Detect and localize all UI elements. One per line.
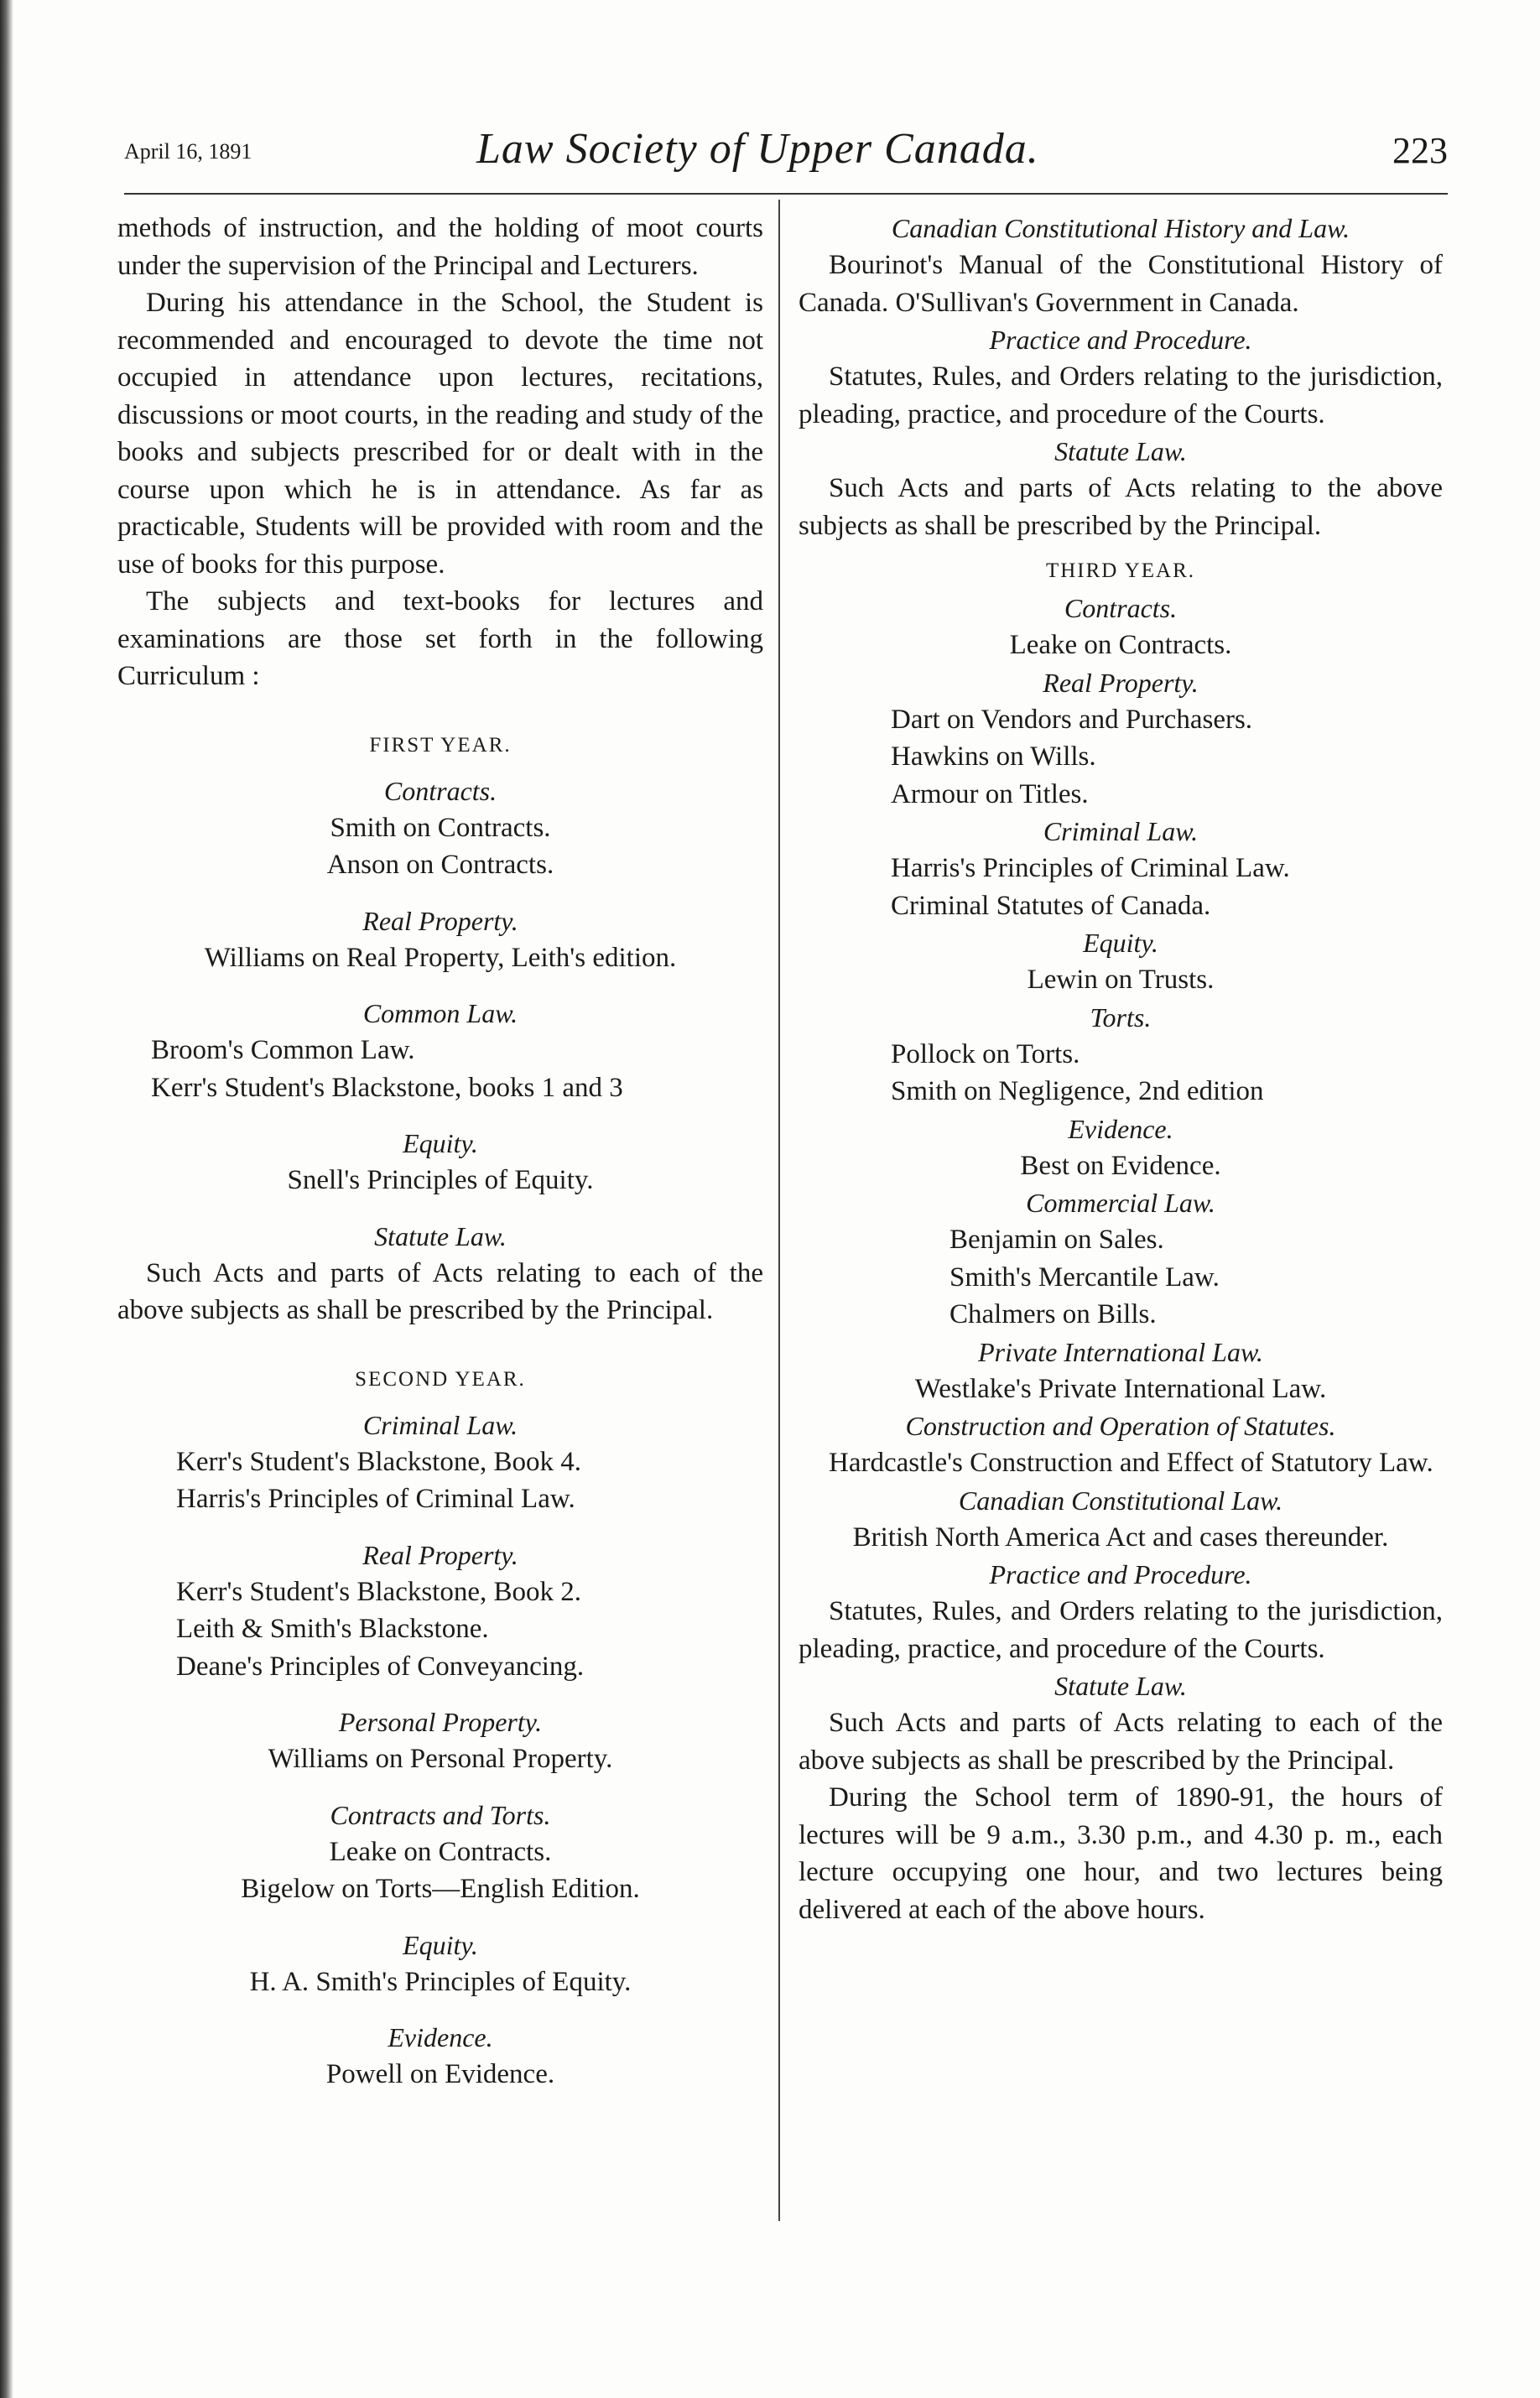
book-entry: Kerr's Student's Blackstone, books 1 and 3 xyxy=(151,1072,623,1103)
book-entry: Snell's Principles of Equity. xyxy=(287,1165,594,1195)
book-entry: Leith & Smith's Blackstone. xyxy=(176,1614,489,1644)
book-entry: Smith on Contracts. xyxy=(330,812,551,843)
column-divider xyxy=(778,200,780,2221)
subject-heading: Real Property. xyxy=(362,905,518,936)
header-rule xyxy=(124,193,1448,195)
subject-heading: Equity. xyxy=(403,1929,478,1960)
book-entry: Westlake's Private International Law. xyxy=(914,1373,1327,1404)
book-entry: Kerr's Student's Blackstone, Book 4. xyxy=(176,1446,582,1477)
third-year-heading: THIRD YEAR. xyxy=(1045,559,1195,582)
subject-heading: Common Law. xyxy=(362,998,518,1028)
subject-heading: Canadian Constitutional Law. xyxy=(958,1485,1283,1516)
subject-heading: Equity. xyxy=(403,1128,478,1158)
subject-heading: Construction and Operation of Statutes. xyxy=(905,1411,1336,1441)
book-entry: Dart on Vendors and Purchasers. xyxy=(891,704,1253,735)
book-entry: Harris's Principles of Criminal Law. xyxy=(891,853,1290,883)
book-entry: Williams on Real Property, Leith's edition. xyxy=(204,942,677,973)
subject-heading: Evidence. xyxy=(388,2022,493,2052)
paragraph: Such Acts and parts of Acts relating to each of the above subjects as shall be prescribed by the Principal. xyxy=(117,1257,763,1325)
subject-heading: Contracts. xyxy=(1064,593,1178,623)
subject-heading: Practice and Procedure. xyxy=(989,325,1252,355)
subject-heading: Real Property. xyxy=(362,1539,518,1570)
book-entry: Smith on Negligence, 2nd edition xyxy=(891,1076,1264,1106)
book-entry: Smith's Mercantile Law. xyxy=(949,1261,1220,1293)
book-entry: Criminal Statutes of Canada. xyxy=(891,890,1211,921)
book-entry: Hawkins on Wills. xyxy=(891,741,1096,772)
book-entry: Leake on Contracts. xyxy=(1009,630,1232,660)
first-year-heading: FIRST YEAR. xyxy=(369,733,512,757)
paragraph: During the School term of 1890-91, the hours of lectures will be 9 a.m., 3.30 p.m., and 4.30 p. m., each lecture occupying one hour, and two lectures being delivered at each of the above hours. xyxy=(799,1782,1443,1925)
page-number: 223 xyxy=(1392,130,1448,171)
subject-heading: Statute Law. xyxy=(1054,1671,1187,1701)
book-entry: Bigelow on Torts—English Edition. xyxy=(241,1874,640,1904)
header-title: Law Society of Upper Canada. xyxy=(476,125,1039,173)
subject-heading: Commercial Law. xyxy=(1026,1188,1215,1218)
book-entry: Broom's Common Law. xyxy=(151,1035,415,1065)
book-entry: Benjamin on Sales. xyxy=(949,1225,1164,1255)
book-entry: Deane's Principles of Conveyancing. xyxy=(176,1651,585,1682)
paragraph: Such Acts and parts of Acts relating to the above subjects as shall be prescribed by the Principal. xyxy=(799,473,1443,541)
book-spine-shadow xyxy=(0,0,13,2398)
book-entry: Anson on Contracts. xyxy=(326,850,554,880)
subject-heading: Contracts and Torts. xyxy=(330,1799,551,1830)
book-entry: Harris's Principles of Criminal Law. xyxy=(176,1484,575,1514)
paragraph: During his attendance in the School, the Student is recommended and encouraged to devote the time not occupied in attendance upon lectures, recitations, discussions or moot courts, in the reading and study of the books and subjects prescribed for or dealt with in the course upon which he is in attendance. As far as practicable, Students will be provided with room and the use of books for this purpose. xyxy=(117,288,763,580)
subject-heading: Personal Property. xyxy=(338,1707,543,1737)
subject-heading: Criminal Law. xyxy=(1043,816,1199,846)
subject-heading: Equity. xyxy=(1083,928,1158,958)
paragraph: Bourinot's Manual of the Constitutional History of Canada. O'Sullivan's Government in Canada. xyxy=(799,250,1443,318)
second-year-heading: SECOND YEAR. xyxy=(355,1367,526,1391)
book-entry: Armour on Titles. xyxy=(891,778,1089,809)
paragraph: Statutes, Rules, and Orders relating to the jurisdiction, pleading, practice, and procedure of the Courts. xyxy=(799,362,1443,429)
paragraph: Hardcastle's Construction and Effect of Statutory Law. xyxy=(829,1448,1433,1478)
right-column xyxy=(799,210,1443,1928)
book-entry: Lewin on Trusts. xyxy=(1027,965,1215,995)
book-entry: Powell on Evidence. xyxy=(325,2059,555,2089)
book-entry: Chalmers on Bills. xyxy=(949,1299,1157,1329)
subject-heading: Private International Law. xyxy=(978,1336,1263,1367)
book-entry: Williams on Personal Property. xyxy=(268,1744,613,1774)
book-entry: Leake on Contracts. xyxy=(329,1836,552,1867)
subject-heading: Practice and Procedure. xyxy=(989,1559,1252,1589)
book-entry: Pollock on Torts. xyxy=(891,1038,1080,1069)
left-column xyxy=(117,210,763,2094)
header-date: April 16, 1891 xyxy=(124,139,252,164)
paragraph: The subjects and text-books for lectures and examinations are those set forth in the following Curriculum : xyxy=(117,586,763,691)
subject-heading: Torts. xyxy=(1090,1001,1152,1033)
book-entry: Kerr's Student's Blackstone, Book 2. xyxy=(176,1576,582,1607)
book-entry: Best on Evidence. xyxy=(1020,1150,1221,1181)
subject-heading: Evidence. xyxy=(1068,1113,1173,1144)
paragraph: methods of instruction, and the holding of moot courts under the supervision of the Principal and Lecturers. xyxy=(117,213,763,281)
paragraph: Such Acts and parts of Acts relating to each of the above subjects as shall be prescribed by the Principal. xyxy=(799,1708,1443,1776)
book-entry: H. A. Smith's Principles of Equity. xyxy=(249,1966,632,1997)
subject-heading: Real Property. xyxy=(1043,667,1199,698)
subject-heading: Criminal Law. xyxy=(362,1409,518,1440)
paragraph: Statutes, Rules, and Orders relating to the jurisdiction, pleading, practice, and procedure of the Courts. xyxy=(799,1596,1443,1664)
subject-heading: Contracts. xyxy=(383,775,497,806)
subject-heading: Canadian Constitutional History and Law. xyxy=(891,213,1350,243)
book-entry: British North America Act and cases thereunder. xyxy=(852,1522,1389,1553)
page-header xyxy=(124,124,1448,191)
subject-heading: Statute Law. xyxy=(1054,436,1187,466)
subject-heading: Statute Law. xyxy=(374,1220,507,1251)
